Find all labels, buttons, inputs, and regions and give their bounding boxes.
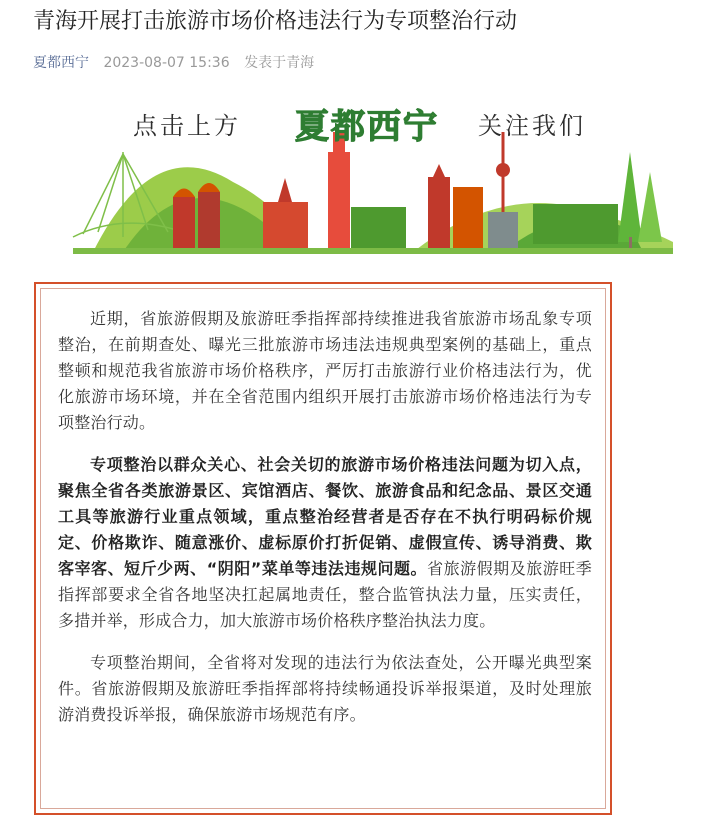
banner-slogan-left: 点击上方 bbox=[133, 112, 241, 140]
paragraph-2-rest: 省旅游假期及旅游旺季指挥部要求全省各地坚决扛起属地责任，整合监管执法力量，压实责任，多措并举，形成合力，加大旅游市场价格秩序整治执法力度。 bbox=[58, 559, 592, 630]
paragraph-3: 专项整治期间，全省将对发现的违法行为依法查处，公开曝光典型案件。省旅游假期及旅游旺季指挥部将持续畅通投诉举报渠道，及时处理旅游消费投诉举报，确保旅游市场规范有序。 bbox=[58, 653, 592, 724]
publish-location: 发表于青海 bbox=[244, 55, 315, 71]
paragraph-2 bbox=[58, 452, 592, 634]
article-title: 青海开展打击旅游市场价格违法行为专项整治行动 bbox=[33, 9, 518, 34]
banner-brand-name: 夏都西宁 bbox=[295, 107, 439, 147]
banner-slogan-right: 关注我们 bbox=[478, 112, 586, 140]
article-body bbox=[58, 306, 592, 744]
city-skyline-illustration bbox=[33, 92, 698, 262]
follow-banner[interactable] bbox=[33, 92, 698, 262]
account-name-link[interactable]: 夏都西宁 bbox=[33, 55, 89, 71]
publish-time: 2023-08-07 15:36 bbox=[103, 55, 230, 71]
paragraph-2-bold: 专项整治以群众关心、社会关切的旅游市场价格违法问题为切入点，聚焦全省各类旅游景区、宾馆酒店、餐饮、旅游食品和纪念品、景区交通工具等旅游行业重点领域，重点整治经营者是否存在不执行明码标价规定、价格欺诈、随意涨价、虚标原价打折促销、虚假宣传、诱导消费、欺客宰客、短斤少两、“阴阳”菜单等违法违规问题。 bbox=[58, 455, 592, 578]
article-meta bbox=[33, 52, 314, 72]
paragraph-1: 近期，省旅游假期及旅游旺季指挥部持续推进我省旅游市场乱象专项整治，在前期查处、曝光三批旅游市场违法违规典型案例的基础上，重点整顿和规范我省旅游市场价格秩序，严厉打击旅游行业价格违法行为，优化旅游市场环境，并在全省范围内组织开展打击旅游市场价格违法行为专项整治行动。 bbox=[58, 309, 592, 432]
